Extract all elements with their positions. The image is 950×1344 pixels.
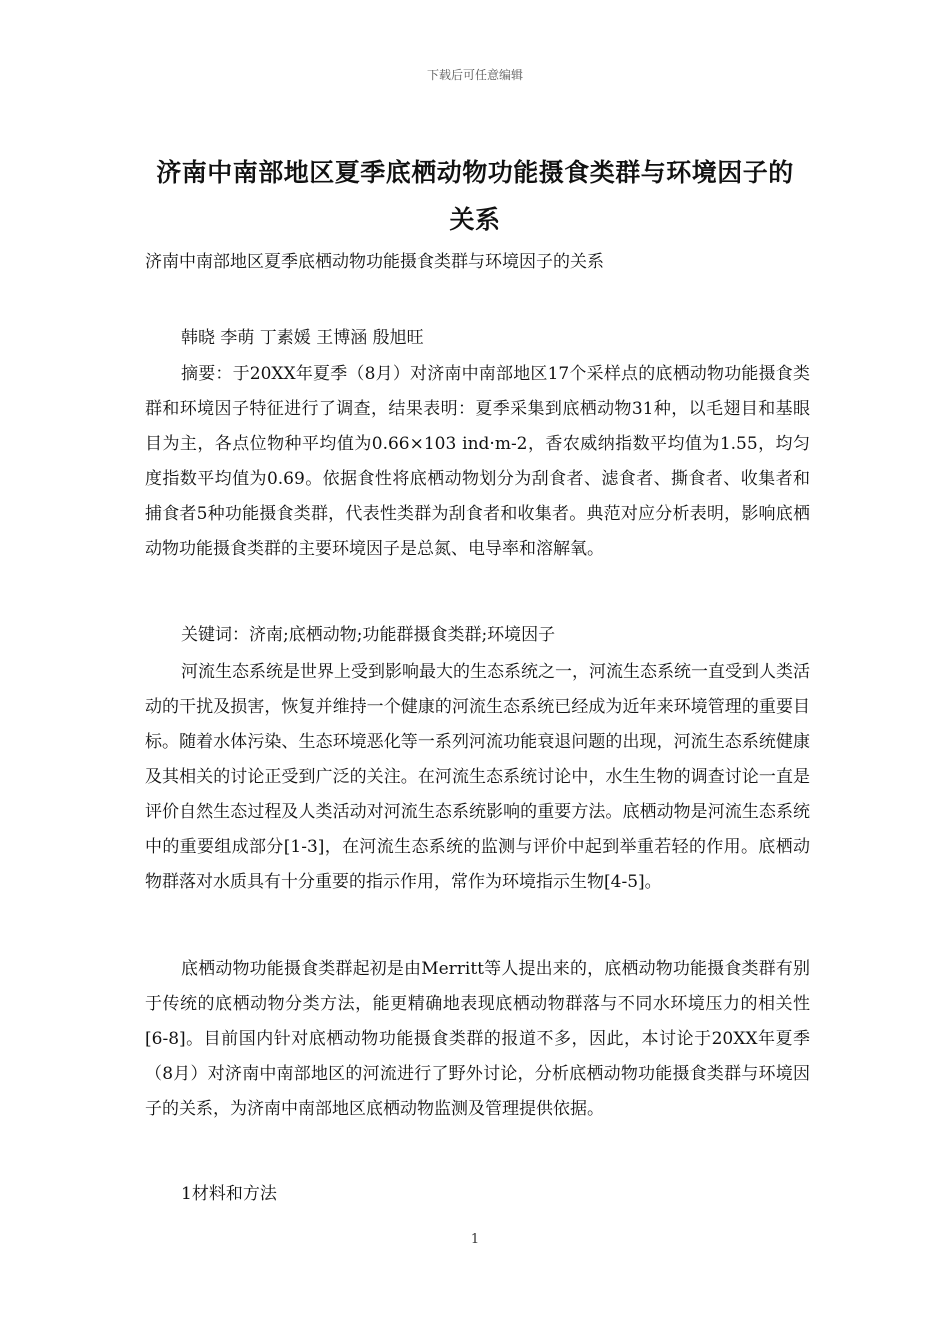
page-number: 1 xyxy=(470,1232,480,1247)
document-subtitle: 济南中南部地区夏季底栖动物功能摄食类群与环境因子的关系 xyxy=(145,252,604,272)
keywords-line: 关键词：济南;底栖动物;功能群摄食类群;环境因子 xyxy=(181,625,556,645)
abstract-paragraph: 摘要：于20XX年夏季（8月）对济南中南部地区17个采样点的底栖动物功能摄食类群和环境因子特征进行了调查，结果表明：夏季采集到底栖动物31种，以毛翅目和基眼目为主，各点位物种平均值为0.66×103 ind·m-2，香农威纳指数平均值为1.55，均匀度指数平均值为0.69。依据食性将底栖动物划分为刮食者、滤食者、撕食者、收集者和捕食者5种功能摄食类群，代表性类群为刮食者和收集者。典范对应分析表明，影响底栖动物功能摄食类群的主要环境因子是总氮、电导率和溶解氧。 xyxy=(145,364,810,559)
document-title-line-1: 济南中南部地区夏季底栖动物功能摄食类群与环境因子的 xyxy=(156,158,794,187)
body-paragraph-1: 河流生态系统是世界上受到影响最大的生态系统之一，河流生态系统一直受到人类活动的干扰及损害，恢复并维持一个健康的河流生态系统已经成为近年来环境管理的重要目标。随着水体污染、生态环境恶化等一系列河流功能衰退问题的出现，河流生态系统健康及其相关的讨论正受到广泛的关注。在河流生态系统讨论中，水生生物的调查讨论一直是评价自然生态过程及人类活动对河流生态系统影响的重要方法。底栖动物是河流生态系统中的重要组成部分[1-3]，在河流生态系统的监测与评价中起到举重若轻的作用。底栖动物群落对水质具有十分重要的指示作用，常作为环境指示生物[4-5]。 xyxy=(145,662,810,892)
body-paragraph-2: 底栖动物功能摄食类群起初是由Merritt等人提出来的，底栖动物功能摄食类群有别于传统的底栖动物分类方法，能更精确地表现底栖动物群落与不同水环境压力的相关性[6-8]。目前国内针对底栖动物功能摄食类群的报道不多，因此，本讨论于20XX年夏季（8月）对济南中南部地区的河流进行了野外讨论，分析底栖动物功能摄食类群与环境因子的关系，为济南中南部地区底栖动物监测及管理提供依据。 xyxy=(145,959,810,1119)
header-note: 下载后可任意编辑 xyxy=(426,68,523,82)
authors-line: 韩晓 李萌 丁素媛 王博涵 殷旭旺 xyxy=(181,328,424,348)
document-title-line-2: 关系 xyxy=(449,205,501,234)
section-heading: 1材料和方法 xyxy=(181,1184,277,1204)
